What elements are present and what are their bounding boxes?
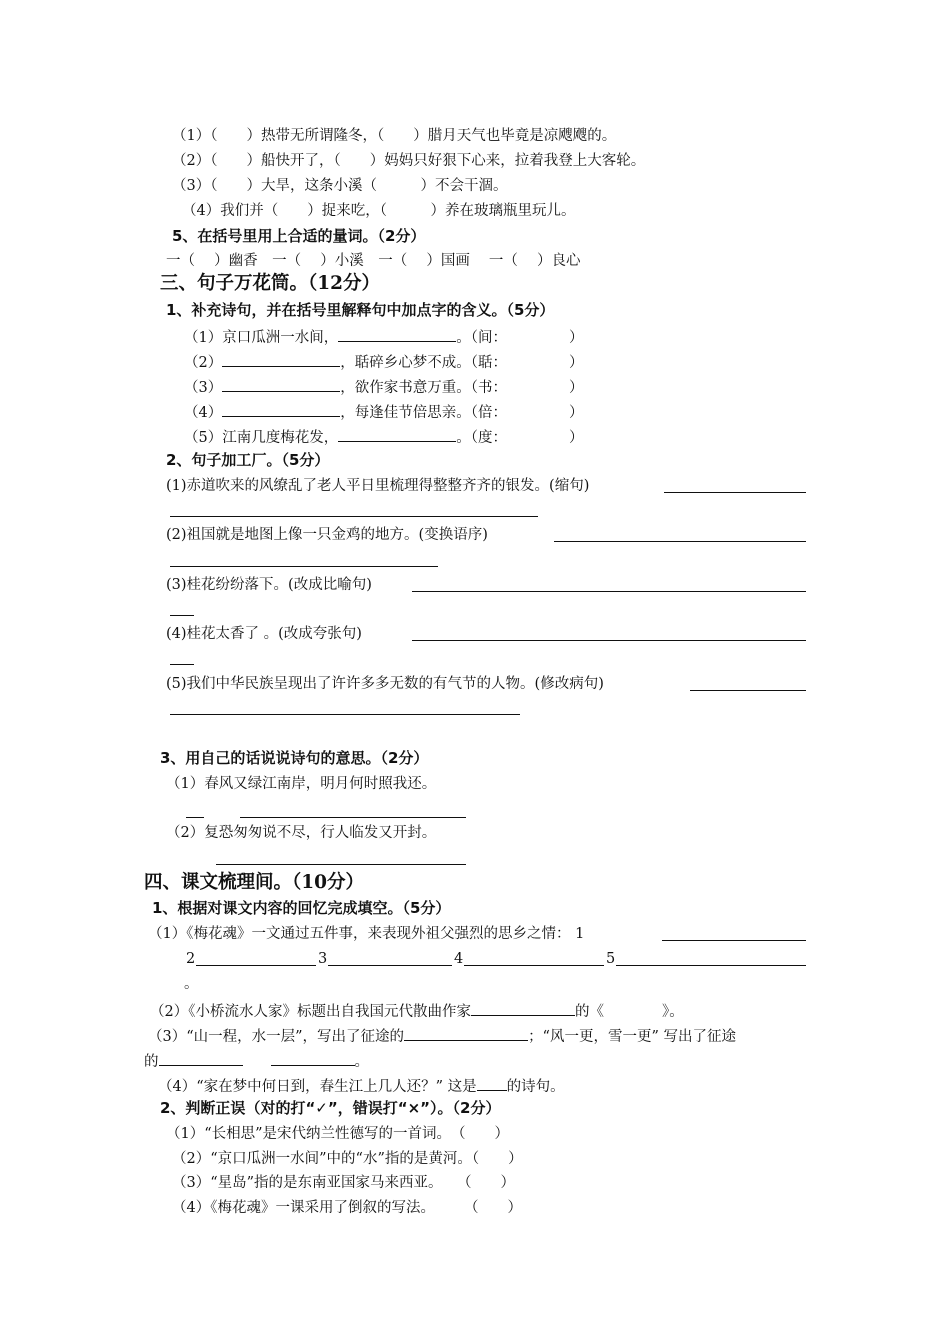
answer-line[interactable] xyxy=(170,664,194,665)
answer-line[interactable] xyxy=(328,965,452,966)
answer-line[interactable] xyxy=(690,690,806,691)
poem-line-3: （3） ，欲作家书意万重。（书： ） xyxy=(184,376,583,397)
sentence-task-3: (3)桂花纷纷落下。(改成比喻句) xyxy=(166,577,372,593)
section3-title: 三、句子万花筒。（12分） xyxy=(160,273,380,294)
conjunction-item-3: （3）（ ）大旱，这条小溪（ ）不会干涸。 xyxy=(172,178,508,194)
true-false-4: （4）《梅花魂》一课采用了倒叙的写法。 （ ） xyxy=(172,1200,522,1216)
poem-line-1: （1）京口瓜洲一水间， 。（间： ） xyxy=(184,326,583,347)
section4-title: 四、课文梳理间。（10分） xyxy=(144,872,364,893)
s3-q3-title: 3、用自己的话说说诗句的意思。（2分） xyxy=(160,749,429,767)
true-false-2: （2）“京口瓜洲一水间”中的“水”指的是黄河。（ ） xyxy=(172,1151,523,1167)
true-false-1: （1）“长相思”是宋代纳兰性德写的一首词。 （ ） xyxy=(166,1126,510,1142)
plum-soul-line: （1）《梅花魂》一文通过五件事，来表现外祖父强烈的思乡之情： 1 xyxy=(148,926,585,942)
answer-line[interactable] xyxy=(186,817,204,818)
poem-meaning-2: （2）复恐匆匆说不尽，行人临发又开封。 xyxy=(166,825,437,841)
sentence-task-5: (5)我们中华民族呈现出了许许多多无数的有气节的人物。(修改病句) xyxy=(166,676,604,692)
line-end-dot: 。 xyxy=(184,976,199,992)
q5-title: 5、在括号里用上合适的量词。（2分） xyxy=(172,227,426,245)
s4-q1-title: 1、根据对课文内容的回忆完成填空。（5分） xyxy=(152,899,451,917)
answer-line[interactable] xyxy=(170,566,438,567)
answer-line[interactable] xyxy=(664,492,806,493)
poem-author-line: （4）“家在梦中何日到，春生江上几人还？” 这是 的诗句。 xyxy=(158,1075,565,1096)
journey-line-cont: 的 。 xyxy=(144,1050,369,1071)
answer-line[interactable] xyxy=(616,965,806,966)
answer-line[interactable] xyxy=(170,516,538,517)
answer-line[interactable] xyxy=(170,615,194,616)
answer-line[interactable] xyxy=(412,640,806,641)
answer-line[interactable] xyxy=(412,591,806,592)
s3-q2-title: 2、句子加工厂。（5分） xyxy=(166,451,330,469)
num-4: 4 xyxy=(454,951,464,967)
journey-line: （3）“山一程，水一层”，写出了征途的 ；“风一更，雪一更” 写出了征途 xyxy=(148,1025,736,1046)
s3-q1-title: 1、补充诗句，并在括号里解释句中加点字的含义。（5分） xyxy=(166,301,555,319)
poem-line-5: （5）江南几度梅花发， 。（度： ） xyxy=(184,426,583,447)
answer-line[interactable] xyxy=(170,714,520,715)
answer-line[interactable] xyxy=(554,541,806,542)
sentence-task-1: (1)赤道吹来的风缭乱了老人平日里梳理得整整齐齐的银发。(缩句) xyxy=(166,478,590,494)
sentence-task-4: (4)桂花太香了 。(改成夸张句) xyxy=(166,626,362,642)
num-2: 2 xyxy=(186,951,196,967)
s4-q2-title: 2、判断正误（对的打“✓”，错误打“×”）。（2分） xyxy=(160,1099,501,1117)
conjunction-item-1: （1）（ ）热带无所谓隆冬，（ ）腊月天气也毕竟是凉飕飕的。 xyxy=(172,128,617,144)
num-3: 3 xyxy=(318,951,328,967)
measure-word-line: 一（ ）幽香 一（ ）小溪 一（ ）国画 一（ ）良心 xyxy=(166,253,581,269)
small-bridge-line: （2）《小桥流水人家》标题出自我国元代散曲作家 的《 》。 xyxy=(150,1000,684,1021)
conjunction-item-2: （2）（ ）船快开了，（ ）妈妈只好狠下心来，拉着我登上大客轮。 xyxy=(172,153,646,169)
poem-meaning-1: （1）春风又绿江南岸，明月何时照我还。 xyxy=(166,776,437,792)
answer-line[interactable] xyxy=(196,965,316,966)
answer-line[interactable] xyxy=(240,817,466,818)
num-5: 5 xyxy=(606,951,616,967)
conjunction-item-4: （4）我们并（ ）捉来吃，（ ）养在玻璃瓶里玩儿。 xyxy=(182,203,576,219)
answer-line[interactable] xyxy=(464,965,604,966)
poem-line-2: （2） ，聒碎乡心梦不成。（聒： ） xyxy=(184,351,583,372)
poem-line-4: （4） ，每逢佳节倍思亲。（倍： ） xyxy=(184,401,583,422)
true-false-3: （3）“星岛”指的是东南亚国家马来西亚。 （ ） xyxy=(172,1175,516,1191)
answer-line[interactable] xyxy=(662,940,806,941)
answer-line[interactable] xyxy=(216,864,466,865)
sentence-task-2: (2)祖国就是地图上像一只金鸡的地方。(变换语序) xyxy=(166,527,488,543)
